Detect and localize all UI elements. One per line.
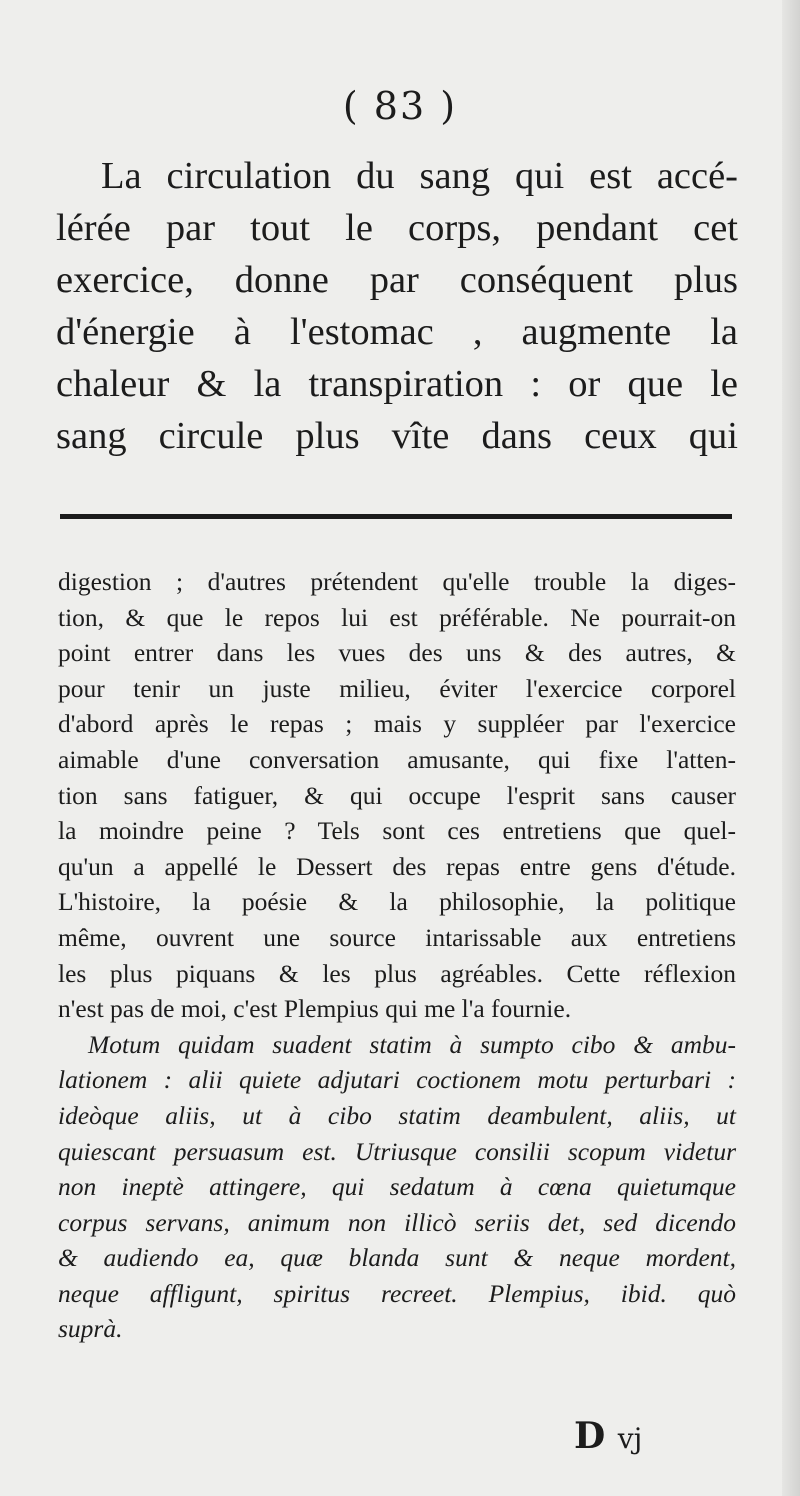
latin-quote-line: non ineptè attingere, qui sedatum à cœna quietumque [58, 1172, 736, 1202]
latin-quote-line: Motum quidam suadent statim à sumpto cibo & ambu- [88, 1029, 736, 1059]
latin-quote-line: corpus servans, animum non illicò seriis det, sed dicendo [58, 1207, 736, 1237]
footnote-line: même, ouvrent une source intarissable aux entretiens [58, 922, 736, 952]
main-text-line: chaleur & la transpiration : or que le [56, 363, 738, 405]
footnote-line: n'est pas de moi, c'est Plempius qui me l'a fournie. [58, 994, 572, 1024]
signature-mark [574, 1416, 642, 1459]
latin-quote-line: suprà. [58, 1314, 123, 1344]
main-text-line: d'énergie à l'estomac , augmente la [56, 311, 738, 353]
footnote-line: digestion ; d'autres prétendent qu'elle trouble la diges- [58, 567, 736, 596]
latin-quote-line: quiescant persuasum est. Utriusque consilii scopum videtur [58, 1136, 736, 1166]
signature-letter: D [574, 1415, 606, 1457]
latin-quote-line: neque affligunt, spiritus recreet. Plempius, ibid. quò [58, 1278, 736, 1308]
footnote-line: la moindre peine ? Tels sont ces entretiens que quel- [58, 816, 736, 846]
page-number: ( 83 ) [342, 84, 458, 128]
footnote-line: d'abord après le repas ; mais y suppléer par l'exercice [58, 709, 736, 739]
footnote-separator-rule [60, 514, 732, 519]
footnote-block [58, 564, 736, 1347]
footnote-line: les plus piquans & les plus agréables. Cette réflexion [58, 958, 736, 988]
latin-quote-line: ideòque aliis, ut à cibo statim deambulent, aliis, ut [58, 1100, 736, 1130]
page-edge-shadow [782, 0, 800, 1496]
footnote-line: aimable d'une conversation amusante, qui fixe l'atten- [58, 744, 736, 774]
main-text-line: sang circule plus vîte dans ceux qui [56, 415, 738, 457]
footnote-line: tion, & que le repos lui est préférable. Ne pourrait-on [58, 602, 736, 632]
latin-quote-line: lationem : alii quiete adjutari coctionem motu perturbari : [58, 1065, 736, 1095]
footnote-line: qu'un a appellé le Dessert des repas entre gens d'étude. [58, 851, 736, 881]
footnote-line: L'histoire, la poésie & la philosophie, la politique [58, 887, 736, 917]
footnote-line: point entrer dans les vues des uns & des autres, & [58, 638, 736, 668]
signature-number: vj [617, 1422, 643, 1455]
main-text-line: exercice, donne par conséquent plus [56, 259, 738, 301]
footnote-line: pour tenir un juste milieu, éviter l'exercice corporel [58, 673, 736, 703]
latin-quote-line: & audiendo ea, quæ blanda sunt & neque mordent, [58, 1243, 736, 1273]
main-text-line: La circulation du sang qui est accé- [101, 155, 738, 197]
main-text-line: lérée par tout le corps, pendant cet [56, 207, 738, 249]
main-text-block [56, 150, 738, 462]
footnote-line: tion sans fatiguer, & qui occupe l'esprit sans causer [58, 780, 736, 810]
